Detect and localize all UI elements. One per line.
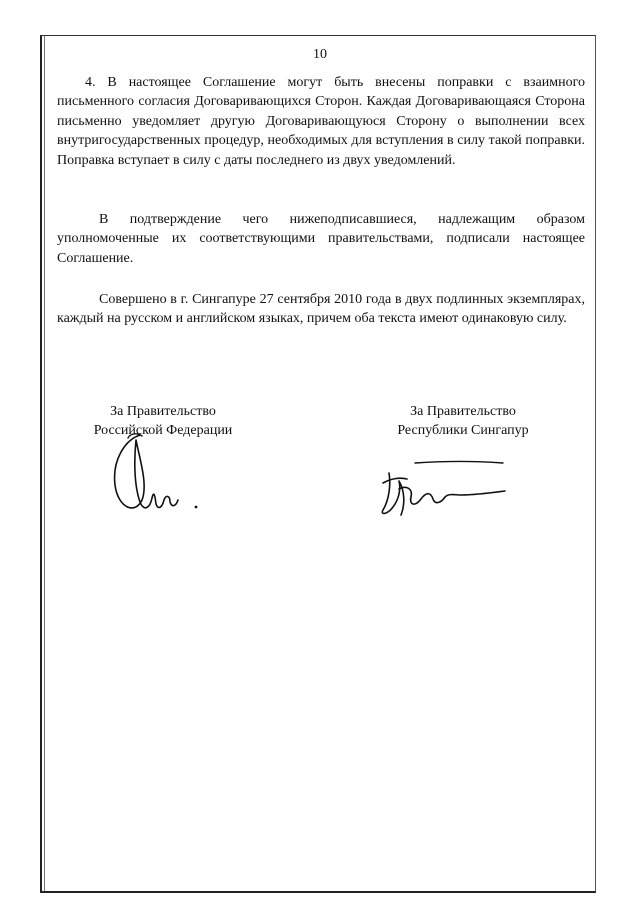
signatory-russia-line2: Российской Федерации: [93, 423, 233, 438]
signature-russia: [100, 430, 210, 520]
signatory-singapore-line1: За Правительство: [410, 404, 516, 419]
signatory-singapore: [363, 402, 563, 440]
signature-singapore: [375, 455, 515, 520]
signatory-singapore-line2: Республики Сингапур: [397, 423, 529, 438]
witness-paragraph: [57, 210, 585, 268]
done-at-text: Совершено в г. Сингапуре 27 сентября 2010 года в двух подлинных экземплярах, каждый на русском и английском языках, причем оба текста имеют одинаковую силу.: [57, 292, 585, 327]
amendment-paragraph: [57, 73, 585, 170]
page-number: 10: [313, 47, 327, 62]
amendment-text: 4. В настоящее Соглашение могут быть внесены поправки с взаимного письменного согласия Договаривающихся Сторон. Каждая Договаривающаяся Сторона письменно уведомляет другую Договаривающуюся Сторону о выполнении всех внутригосударственных процедур, необходимых для вступления в силу такой поправки. Поправка вступает в силу с даты последнего из двух уведомлений.: [57, 75, 585, 168]
done-at-paragraph: [57, 290, 585, 329]
signatory-russia-line1: За Правительство: [110, 404, 216, 419]
witness-text: В подтверждение чего нижеподписавшиеся, надлежащим образом уполномоченные их соответствующими правительствами, подписали настоящее Соглашение.: [57, 212, 585, 266]
